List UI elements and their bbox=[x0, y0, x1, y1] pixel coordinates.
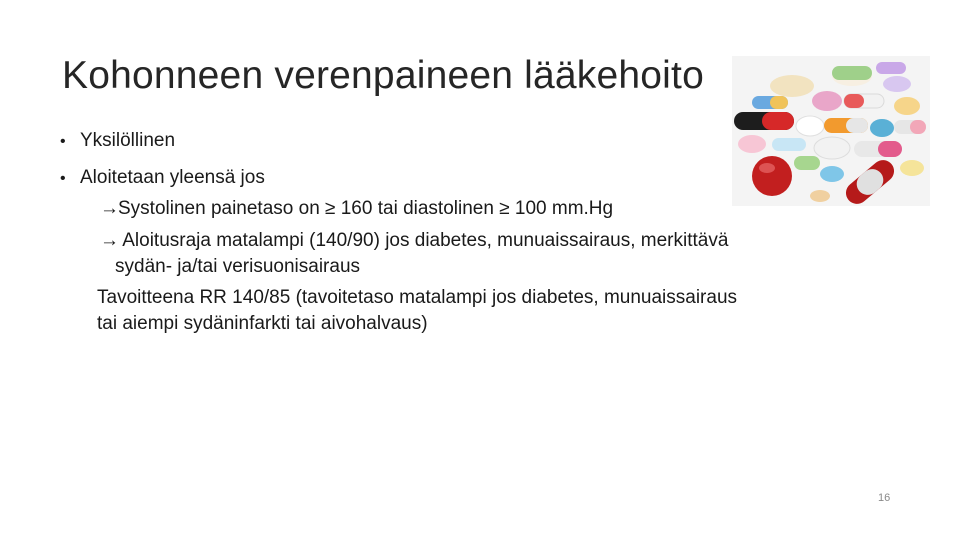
bullet-item bbox=[80, 167, 265, 189]
bullet-item bbox=[80, 130, 175, 152]
pills-image bbox=[732, 56, 930, 206]
sub-item bbox=[100, 198, 613, 220]
bullet-marker: • bbox=[60, 133, 66, 150]
sub-item-continuation: sydän- ja/tai verisuonisairaus bbox=[115, 256, 361, 277]
sub-item-text: Aloitusraja matalampi (140/90) jos diabetes, munuaissairaus, merkittävä bbox=[118, 230, 729, 251]
bullet-text: Yksilöllinen bbox=[80, 130, 176, 151]
arrow-icon: → bbox=[100, 230, 119, 251]
bullet-text: Aloitetaan yleensä jos bbox=[80, 167, 265, 188]
page-number: 16 bbox=[878, 492, 891, 504]
slide-title: Kohonneen verenpaineen lääkehoito bbox=[62, 54, 704, 97]
target-line: tai aiempi sydäninfarkti tai aivohalvaus) bbox=[97, 313, 428, 334]
sub-item-text: Systolinen painetaso on ≥ 160 tai diastolinen ≥ 100 mm.Hg bbox=[118, 198, 614, 219]
arrow-icon: → bbox=[100, 198, 119, 219]
target-line: Tavoitteena RR 140/85 (tavoitetaso matalampi jos diabetes, munuaissairaus bbox=[97, 287, 738, 308]
sub-item bbox=[100, 230, 728, 252]
bullet-marker: • bbox=[60, 170, 66, 187]
